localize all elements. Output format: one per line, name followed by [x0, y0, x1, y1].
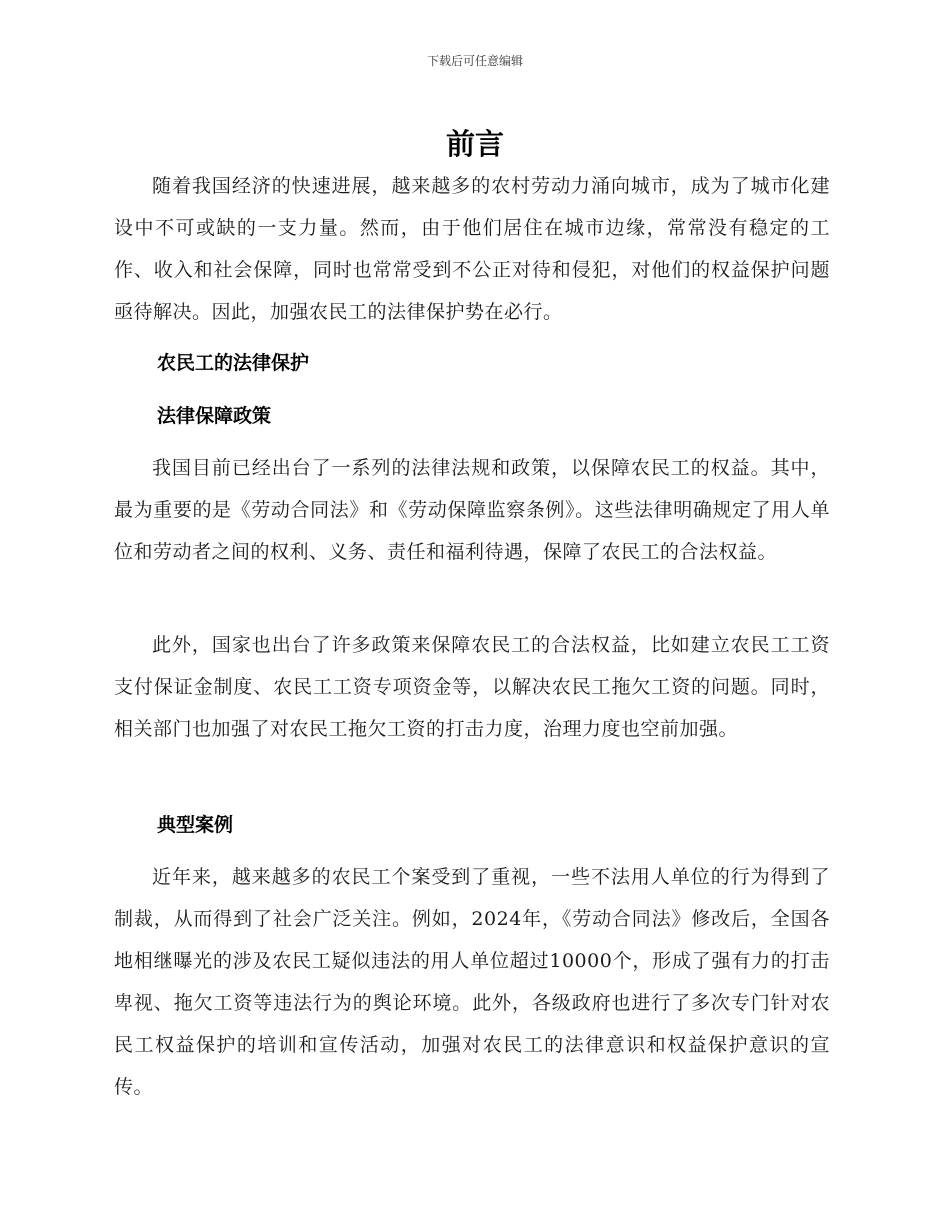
section-heading-legal-protection: 农民工的法律保护 — [157, 352, 310, 374]
page-header-note: 下载后可任意编辑 — [426, 54, 523, 68]
cases-paragraph: 近年来，越来越多的农民工个案受到了重视，一些不法用人单位的行为得到了制裁，从而得到了社会广泛关注。例如，2024年，《劳动合同法》修改后，全国各地相继曝光的涉及农民工疑似违法的用人单位超过10000个，形成了强有力的打击卑视、拖欠工资等违法行为的舆论环境。此外，各级政府也进行了多次专门针对农民工权益保护的培训和宣传活动，加强对农民工的法律意识和权益保护意识的宣传。 — [114, 866, 830, 1098]
laws-paragraph: 我国目前已经出台了一系列的法律法规和政策，以保障农民工的权益。其中，最为重要的是《劳动合同法》和《劳动保障监察条例》。这些法律明确规定了用人单位和劳动者之间的权利、义务、责任和福利待遇，保障了农民工的合法权益。 — [114, 457, 830, 563]
page-title: 前言 — [445, 127, 504, 161]
section-heading-legal-policy: 法律保障政策 — [157, 405, 272, 427]
section-heading-cases: 典型案例 — [157, 814, 234, 836]
policies-paragraph: 此外，国家也出台了许多政策来保障农民工的合法权益，比如建立农民工工资支付保证金制度、农民工工资专项资金等，以解决农民工拖欠工资的问题。同时，相关部门也加强了对农民工拖欠工资的打击力度，治理力度也空前加强。 — [114, 634, 830, 740]
intro-paragraph: 随着我国经济的快速进展，越来越多的农村劳动力涌向城市，成为了城市化建设中不可或缺的一支力量。然而，由于他们居住在城市边缘，常常没有稳定的工作、收入和社会保障，同时也常常受到不公正对待和侵犯，对他们的权益保护问题亟待解决。因此，加强农民工的法律保护势在必行。 — [114, 175, 830, 323]
